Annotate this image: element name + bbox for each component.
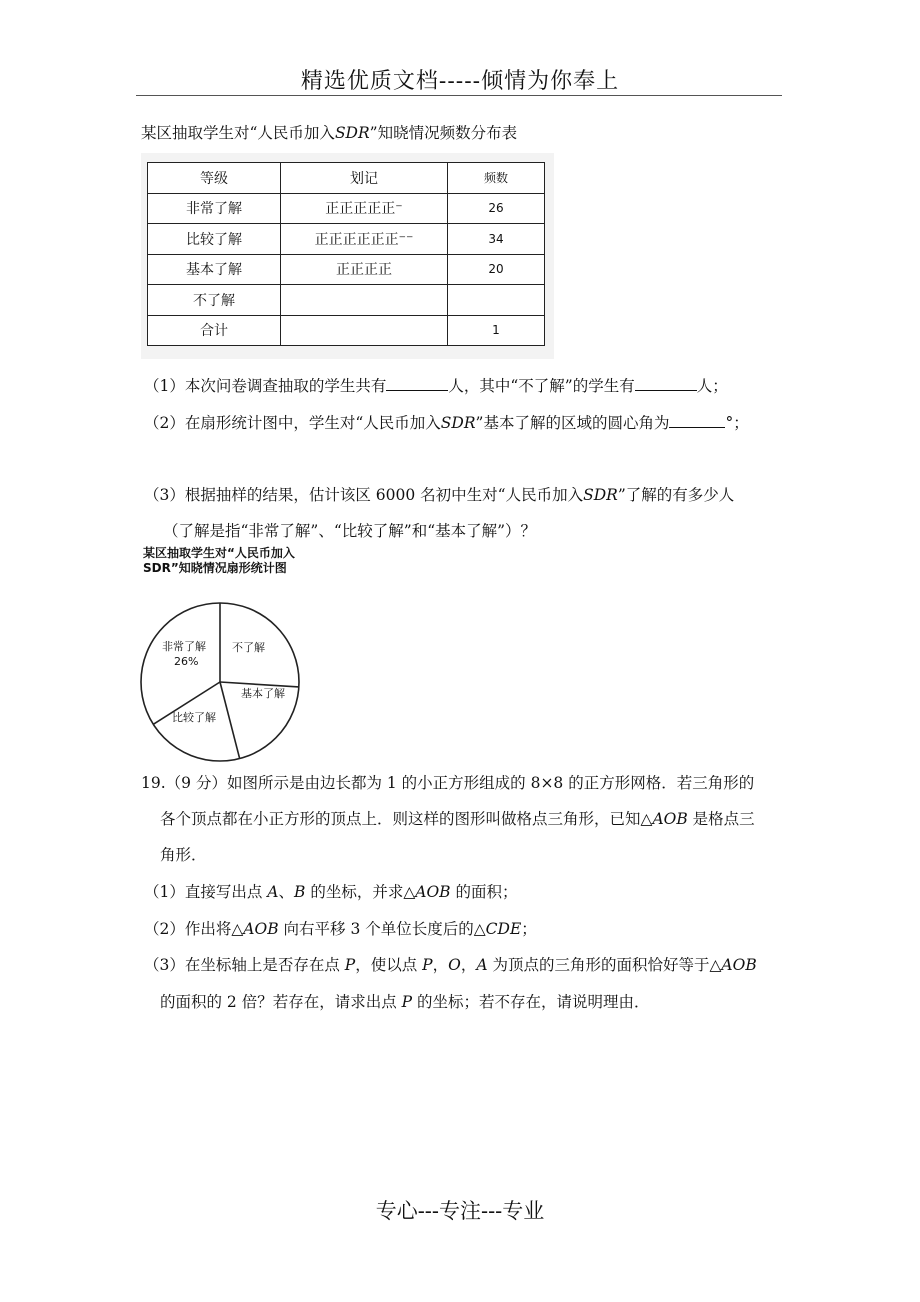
question-3 [144,483,734,505]
table-row [148,254,545,285]
label-very: 非常了解 [162,640,206,653]
p19-text: 各个顶点都在小正方形的顶点上．则这样的图形叫做格点三角形，已知△ [160,810,653,828]
s3-text-mid: ，使以点 [355,956,423,974]
table-row [148,315,545,346]
row-tally: 正正正正 [281,254,448,285]
q2-text-mid: ”基本了解的区域的圆心角为 [475,414,670,432]
row-tally [281,285,448,316]
row-tally: 正正正正正⁻ [281,193,448,224]
p19-aob: AOB [652,810,688,828]
header-tally: 划记 [281,163,448,194]
s3-line2-text: 的面积的 2 倍？若存在，请求出点 [160,993,402,1011]
s3-text-mid-2: 为顶点的三角形的面积恰好等于△ [487,956,722,974]
label-fair: 比较了解 [172,711,216,724]
s3-text: （3）在坐标轴上是否存在点 [144,956,345,974]
row-tally: 正正正正正正⁻⁻ [281,224,448,255]
s2-aob: AOB [243,920,279,938]
table-row [148,285,545,316]
s2-cde: CDE [485,920,522,938]
s3-aob: AOB [721,956,757,974]
question-2 [144,411,749,433]
label-basic: 基本了解 [241,687,285,700]
table-row [148,193,545,224]
s1-text-mid: 的坐标，并求△ [305,883,416,901]
s3-sep-2: ， [460,956,477,974]
caption-sdr: SDR [334,124,370,142]
table-caption [141,121,517,143]
frequency-table-image [141,153,554,359]
problem-19-line-2 [160,807,755,829]
question-3-note: （了解是指“非常了解”、“比较了解”和“基本了解”）？ [163,522,537,540]
pie-title-line-2: SDR”知晓情况扇形统计图 [143,561,287,575]
page-footer: 专心---专注---专业 [375,1199,545,1223]
sub-question-2 [144,917,537,939]
p19-text-end: 是格点三 [687,810,755,828]
q2-text-end: °； [725,414,749,432]
row-frequency [448,285,545,316]
s3-sep-1: ， [432,956,449,974]
sub-question-1 [144,880,518,902]
q2-text: （2）在扇形统计图中，学生对“人民币加入 [144,414,441,432]
s1-text: （1）直接写出点 [144,883,268,901]
answer-blank [635,376,697,391]
s3-point-o: O [448,956,461,974]
pie-slices [141,603,299,761]
header-frequency: 频数 [448,163,545,194]
s2-text: （2）作出将△ [144,920,244,938]
question-1 [144,374,728,396]
q1-text-end: 人； [696,377,728,395]
s1-sep: 、 [278,883,295,901]
row-frequency: 34 [448,224,545,255]
s3-line2-text-end: 的坐标；若不存在，请说明理由． [412,993,650,1011]
row-frequency: 1 [448,315,545,346]
row-frequency: 26 [448,193,545,224]
answer-blank [669,413,725,428]
q2-sdr: SDR [440,414,476,432]
q3-sdr: SDR [583,486,618,504]
s3-line2-point-p: P [401,993,413,1011]
pie-title-line-1: 某区抽取学生对“人民币加入 [143,546,295,560]
answer-blank [386,376,448,391]
header-level: 等级 [148,163,281,194]
problem-19-line-1: 19.（9 分）如图所示是由边长都为 1 的小正方形组成的 8×8 的正方形网格．若三角形的 [141,774,755,792]
q1-text: （1）本次问卷调查抽取的学生共有 [144,377,387,395]
caption-text-end: ”知晓情况频数分布表 [369,124,518,142]
row-tally [281,315,448,346]
sub-question-3 [144,953,757,975]
s2-text-mid: 向右平移 3 个单位长度后的△ [278,920,486,938]
table-row [148,224,545,255]
caption-text: 某区抽取学生对“人民币加入 [141,124,335,142]
row-level: 不了解 [148,285,281,316]
sub-question-3-line-2 [160,990,650,1012]
page-header: 精选优质文档-----倾情为你奉上 [300,69,620,94]
s3-point-a: A [476,956,488,974]
frequency-table [147,162,545,346]
row-frequency: 20 [448,254,545,285]
row-level: 合计 [148,315,281,346]
s3-point-p: P [344,956,356,974]
problem-19-line-3: 角形． [160,846,207,864]
s2-text-end: ； [521,920,537,938]
q3-text: （3）根据抽样的结果，估计该区 6000 名初中生对“人民币加入 [144,486,584,504]
row-level: 比较了解 [148,224,281,255]
q3-text-end: ”了解的有多少人 [617,486,735,504]
s1-aob: AOB [415,883,451,901]
label-very-percent: 26% [174,655,199,668]
pie-chart [138,598,308,768]
s3-point-p2: P [422,956,433,974]
header-divider [136,95,782,96]
pie-chart-title [143,546,295,576]
table-header-row [148,163,545,194]
row-level: 基本了解 [148,254,281,285]
q1-text-mid: 人，其中“不了解”的学生有 [448,377,635,395]
s1-point-a: A [267,883,279,901]
row-level: 非常了解 [148,193,281,224]
s1-point-b: B [294,883,306,901]
label-none: 不了解 [232,641,265,654]
s1-text-end: 的面积； [450,883,518,901]
